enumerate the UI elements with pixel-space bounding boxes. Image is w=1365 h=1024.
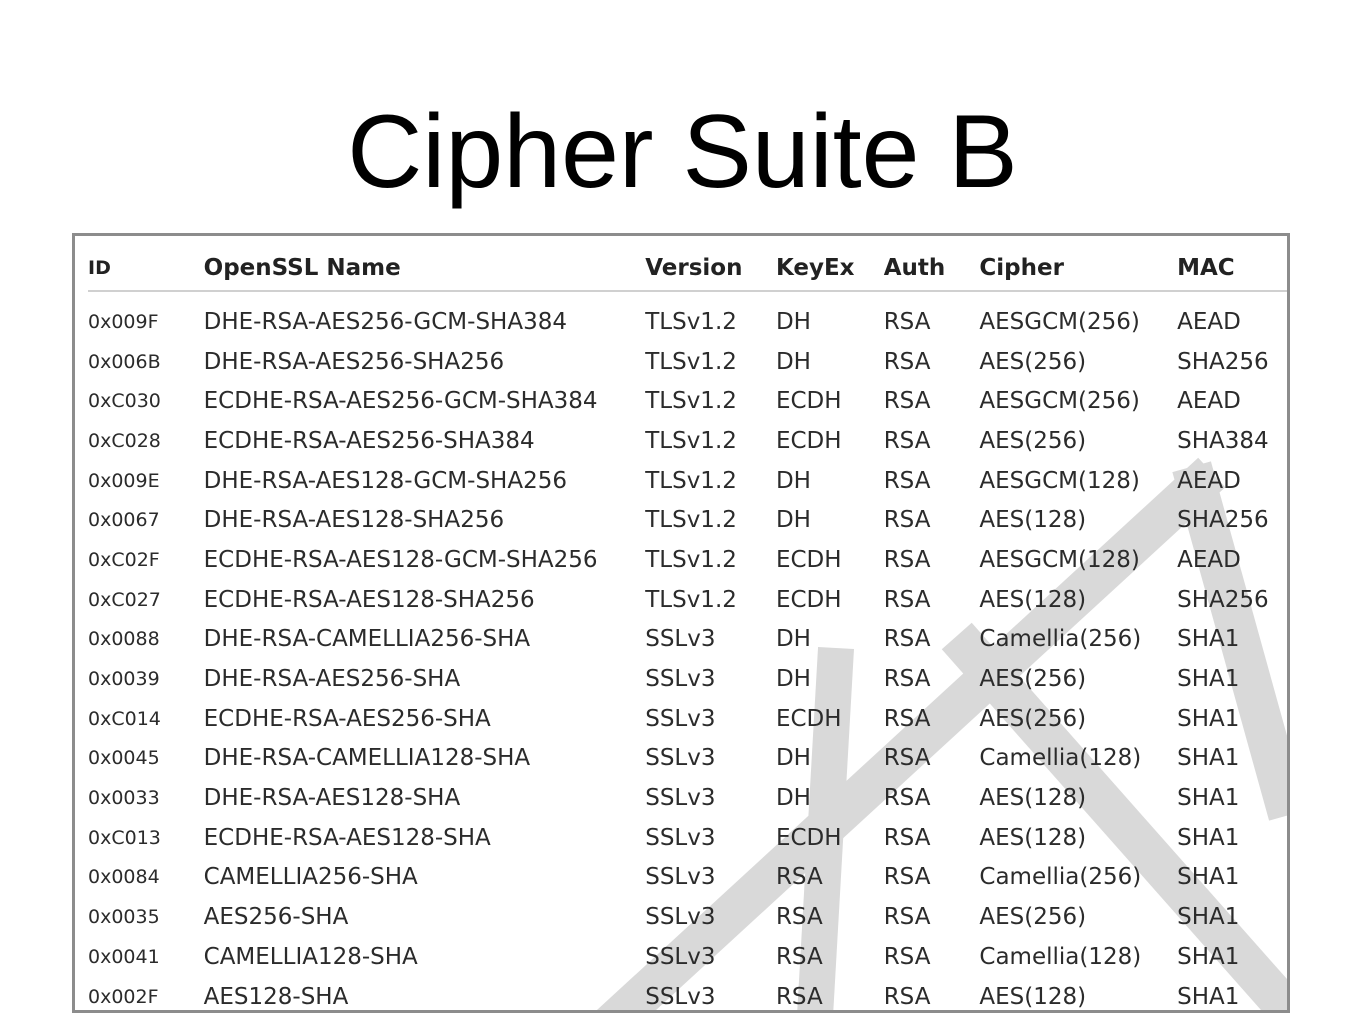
cell-id: 0x0067 bbox=[88, 509, 160, 532]
cell-cipher: AES(256) bbox=[979, 904, 1087, 931]
cell-version: TLSv1.2 bbox=[645, 586, 737, 613]
cell-openssl-name: DHE-RSA-CAMELLIA128-SHA bbox=[203, 745, 531, 772]
cell-version: TLSv1.2 bbox=[645, 507, 737, 534]
cell-openssl-name: AES256-SHA bbox=[203, 904, 349, 931]
cell-cipher: AES(128) bbox=[979, 507, 1087, 534]
cell-openssl-name: CAMELLIA256-SHA bbox=[203, 864, 418, 891]
cell-openssl-name: ECDHE-RSA-AES128-SHA256 bbox=[203, 586, 535, 613]
cell-version: SSLv3 bbox=[645, 745, 716, 772]
cell-mac: SHA1 bbox=[1177, 705, 1240, 732]
cell-cipher: Camellia(256) bbox=[979, 626, 1142, 653]
cell-id: 0x0039 bbox=[88, 668, 160, 691]
cell-id: 0x0033 bbox=[88, 787, 160, 810]
cell-version: SSLv3 bbox=[645, 626, 716, 653]
cell-cipher: Camellia(128) bbox=[979, 943, 1142, 970]
cell-version: TLSv1.2 bbox=[645, 308, 737, 335]
cell-auth: RSA bbox=[883, 388, 931, 415]
cell-version: SSLv3 bbox=[645, 785, 716, 812]
table-row bbox=[88, 500, 1287, 540]
cell-cipher: AES(128) bbox=[979, 983, 1087, 1010]
cell-mac: SHA256 bbox=[1177, 507, 1269, 534]
cell-mac: SHA1 bbox=[1177, 745, 1240, 772]
cell-auth: RSA bbox=[883, 308, 931, 335]
cell-version: SSLv3 bbox=[645, 904, 716, 931]
cell-keyex: ECDH bbox=[775, 705, 842, 732]
cell-keyex: DH bbox=[775, 507, 811, 534]
cell-keyex: RSA bbox=[775, 904, 823, 931]
cell-id: 0x006B bbox=[88, 350, 161, 373]
cell-id: 0x0041 bbox=[88, 945, 160, 968]
column-header-mac: MAC bbox=[1177, 246, 1287, 291]
cell-mac: AEAD bbox=[1177, 546, 1241, 573]
cell-id: 0xC028 bbox=[88, 429, 161, 452]
cell-mac: AEAD bbox=[1177, 388, 1241, 415]
cell-openssl-name: DHE-RSA-CAMELLIA256-SHA bbox=[203, 626, 531, 653]
cell-cipher: AES(256) bbox=[979, 666, 1087, 693]
cipher-suite-table bbox=[88, 246, 1287, 1013]
column-header-auth: Auth bbox=[884, 246, 980, 291]
cell-auth: RSA bbox=[883, 983, 931, 1010]
column-header-openssl-name: OpenSSL Name bbox=[204, 246, 646, 291]
cell-id: 0xC030 bbox=[88, 390, 161, 413]
cell-cipher: AESGCM(128) bbox=[979, 467, 1140, 494]
cell-keyex: RSA bbox=[775, 943, 823, 970]
cell-auth: RSA bbox=[883, 864, 931, 891]
cell-keyex: RSA bbox=[775, 864, 823, 891]
cell-keyex: DH bbox=[775, 666, 811, 693]
cell-keyex: ECDH bbox=[775, 427, 842, 454]
cell-version: TLSv1.2 bbox=[645, 467, 737, 494]
cell-id: 0xC013 bbox=[88, 826, 161, 849]
cell-keyex: DH bbox=[775, 308, 811, 335]
table-row bbox=[88, 778, 1287, 818]
table-row bbox=[88, 381, 1287, 421]
cell-auth: RSA bbox=[883, 546, 931, 573]
cell-openssl-name: DHE-RSA-AES256-SHA256 bbox=[203, 348, 505, 375]
cell-keyex: DH bbox=[775, 348, 811, 375]
cell-mac: SHA384 bbox=[1177, 427, 1269, 454]
cell-id: 0xC02F bbox=[88, 548, 160, 571]
cell-cipher: AESGCM(256) bbox=[979, 308, 1140, 335]
cell-cipher: AES(256) bbox=[979, 705, 1087, 732]
table-row bbox=[88, 858, 1287, 898]
cell-openssl-name: ECDHE-RSA-AES256-GCM-SHA384 bbox=[203, 388, 598, 415]
cell-keyex: ECDH bbox=[775, 546, 842, 573]
cell-openssl-name: DHE-RSA-AES256-SHA bbox=[203, 666, 461, 693]
cell-cipher: AES(128) bbox=[979, 586, 1087, 613]
cell-auth: RSA bbox=[883, 824, 931, 851]
cell-keyex: DH bbox=[775, 626, 811, 653]
cell-mac: SHA1 bbox=[1177, 824, 1240, 851]
cell-cipher: AES(128) bbox=[979, 824, 1087, 851]
cell-openssl-name: ECDHE-RSA-AES256-SHA bbox=[203, 705, 491, 732]
cell-cipher: AESGCM(256) bbox=[979, 388, 1140, 415]
cell-mac: SHA256 bbox=[1177, 348, 1269, 375]
table-row bbox=[88, 421, 1287, 461]
cell-openssl-name: ECDHE-RSA-AES256-SHA384 bbox=[203, 427, 535, 454]
cell-mac: AEAD bbox=[1177, 308, 1241, 335]
cell-version: SSLv3 bbox=[645, 983, 716, 1010]
cell-cipher: AES(128) bbox=[979, 785, 1087, 812]
table-row bbox=[88, 977, 1287, 1013]
cell-auth: RSA bbox=[883, 626, 931, 653]
table-row bbox=[88, 291, 1287, 342]
cell-cipher: AESGCM(128) bbox=[979, 546, 1140, 573]
cell-auth: RSA bbox=[883, 666, 931, 693]
cell-auth: RSA bbox=[883, 785, 931, 812]
cell-id: 0xC027 bbox=[88, 588, 161, 611]
table-row bbox=[88, 699, 1287, 739]
cell-id: 0x0088 bbox=[88, 628, 160, 651]
cell-openssl-name: ECDHE-RSA-AES128-GCM-SHA256 bbox=[203, 546, 598, 573]
cell-auth: RSA bbox=[883, 427, 931, 454]
cell-version: SSLv3 bbox=[645, 666, 716, 693]
table-row bbox=[88, 342, 1287, 382]
cell-cipher: Camellia(128) bbox=[979, 745, 1142, 772]
cell-auth: RSA bbox=[883, 943, 931, 970]
cell-openssl-name: DHE-RSA-AES256-GCM-SHA384 bbox=[203, 308, 567, 335]
slide-title: Cipher Suite B bbox=[347, 94, 1018, 210]
table-row bbox=[88, 540, 1287, 580]
cell-version: TLSv1.2 bbox=[645, 388, 737, 415]
cell-mac: SHA256 bbox=[1177, 586, 1269, 613]
cell-id: 0x009F bbox=[88, 310, 159, 333]
cell-version: TLSv1.2 bbox=[645, 427, 737, 454]
cell-cipher: AES(256) bbox=[979, 348, 1087, 375]
table-row bbox=[88, 818, 1287, 858]
table-row bbox=[88, 580, 1287, 620]
cell-openssl-name: DHE-RSA-AES128-GCM-SHA256 bbox=[203, 467, 567, 494]
cell-openssl-name: AES128-SHA bbox=[203, 983, 349, 1010]
table-row bbox=[88, 897, 1287, 937]
cell-version: SSLv3 bbox=[645, 824, 716, 851]
cell-auth: RSA bbox=[883, 904, 931, 931]
cell-openssl-name: DHE-RSA-AES128-SHA bbox=[203, 785, 461, 812]
cell-version: TLSv1.2 bbox=[645, 546, 737, 573]
table-row bbox=[88, 461, 1287, 501]
cell-id: 0x0035 bbox=[88, 906, 160, 929]
cell-mac: SHA1 bbox=[1177, 666, 1240, 693]
cell-auth: RSA bbox=[883, 507, 931, 534]
cell-mac: AEAD bbox=[1177, 467, 1241, 494]
cell-keyex: ECDH bbox=[775, 388, 842, 415]
cell-mac: SHA1 bbox=[1177, 904, 1240, 931]
cell-keyex: DH bbox=[775, 467, 811, 494]
cell-mac: SHA1 bbox=[1177, 983, 1240, 1010]
cell-keyex: ECDH bbox=[775, 824, 842, 851]
cell-openssl-name: ECDHE-RSA-AES128-SHA bbox=[203, 824, 491, 851]
cell-keyex: DH bbox=[775, 785, 811, 812]
cell-mac: SHA1 bbox=[1177, 785, 1240, 812]
cell-auth: RSA bbox=[883, 586, 931, 613]
cell-version: SSLv3 bbox=[645, 864, 716, 891]
cipher-table-frame bbox=[72, 233, 1290, 1013]
column-header-keyex: KeyEx bbox=[776, 246, 884, 291]
cell-keyex: DH bbox=[775, 745, 811, 772]
cell-cipher: AES(256) bbox=[979, 427, 1087, 454]
cell-id: 0xC014 bbox=[88, 707, 161, 730]
column-header-cipher: Cipher bbox=[979, 246, 1177, 291]
table-row bbox=[88, 739, 1287, 779]
cell-openssl-name: DHE-RSA-AES128-SHA256 bbox=[203, 507, 505, 534]
table-body bbox=[88, 291, 1287, 1013]
cell-mac: SHA1 bbox=[1177, 864, 1240, 891]
table-row bbox=[88, 937, 1287, 977]
table-row bbox=[88, 659, 1287, 699]
cell-openssl-name: CAMELLIA128-SHA bbox=[203, 943, 418, 970]
cell-auth: RSA bbox=[883, 467, 931, 494]
cell-version: SSLv3 bbox=[645, 943, 716, 970]
cell-auth: RSA bbox=[883, 705, 931, 732]
cell-cipher: Camellia(256) bbox=[979, 864, 1142, 891]
cell-keyex: ECDH bbox=[775, 586, 842, 613]
cell-id: 0x002F bbox=[88, 985, 159, 1008]
cell-id: 0x0045 bbox=[88, 747, 160, 770]
cell-auth: RSA bbox=[883, 745, 931, 772]
cell-version: SSLv3 bbox=[645, 705, 716, 732]
cell-id: 0x0084 bbox=[88, 866, 160, 889]
table-header-row bbox=[88, 246, 1287, 291]
column-header-version: Version bbox=[645, 246, 776, 291]
table-row bbox=[88, 620, 1287, 660]
cell-keyex: RSA bbox=[775, 983, 823, 1010]
column-header-id: ID bbox=[88, 246, 204, 291]
cell-id: 0x009E bbox=[88, 469, 160, 492]
cell-version: TLSv1.2 bbox=[645, 348, 737, 375]
cell-mac: SHA1 bbox=[1177, 943, 1240, 970]
cell-mac: SHA1 bbox=[1177, 626, 1240, 653]
cell-auth: RSA bbox=[883, 348, 931, 375]
